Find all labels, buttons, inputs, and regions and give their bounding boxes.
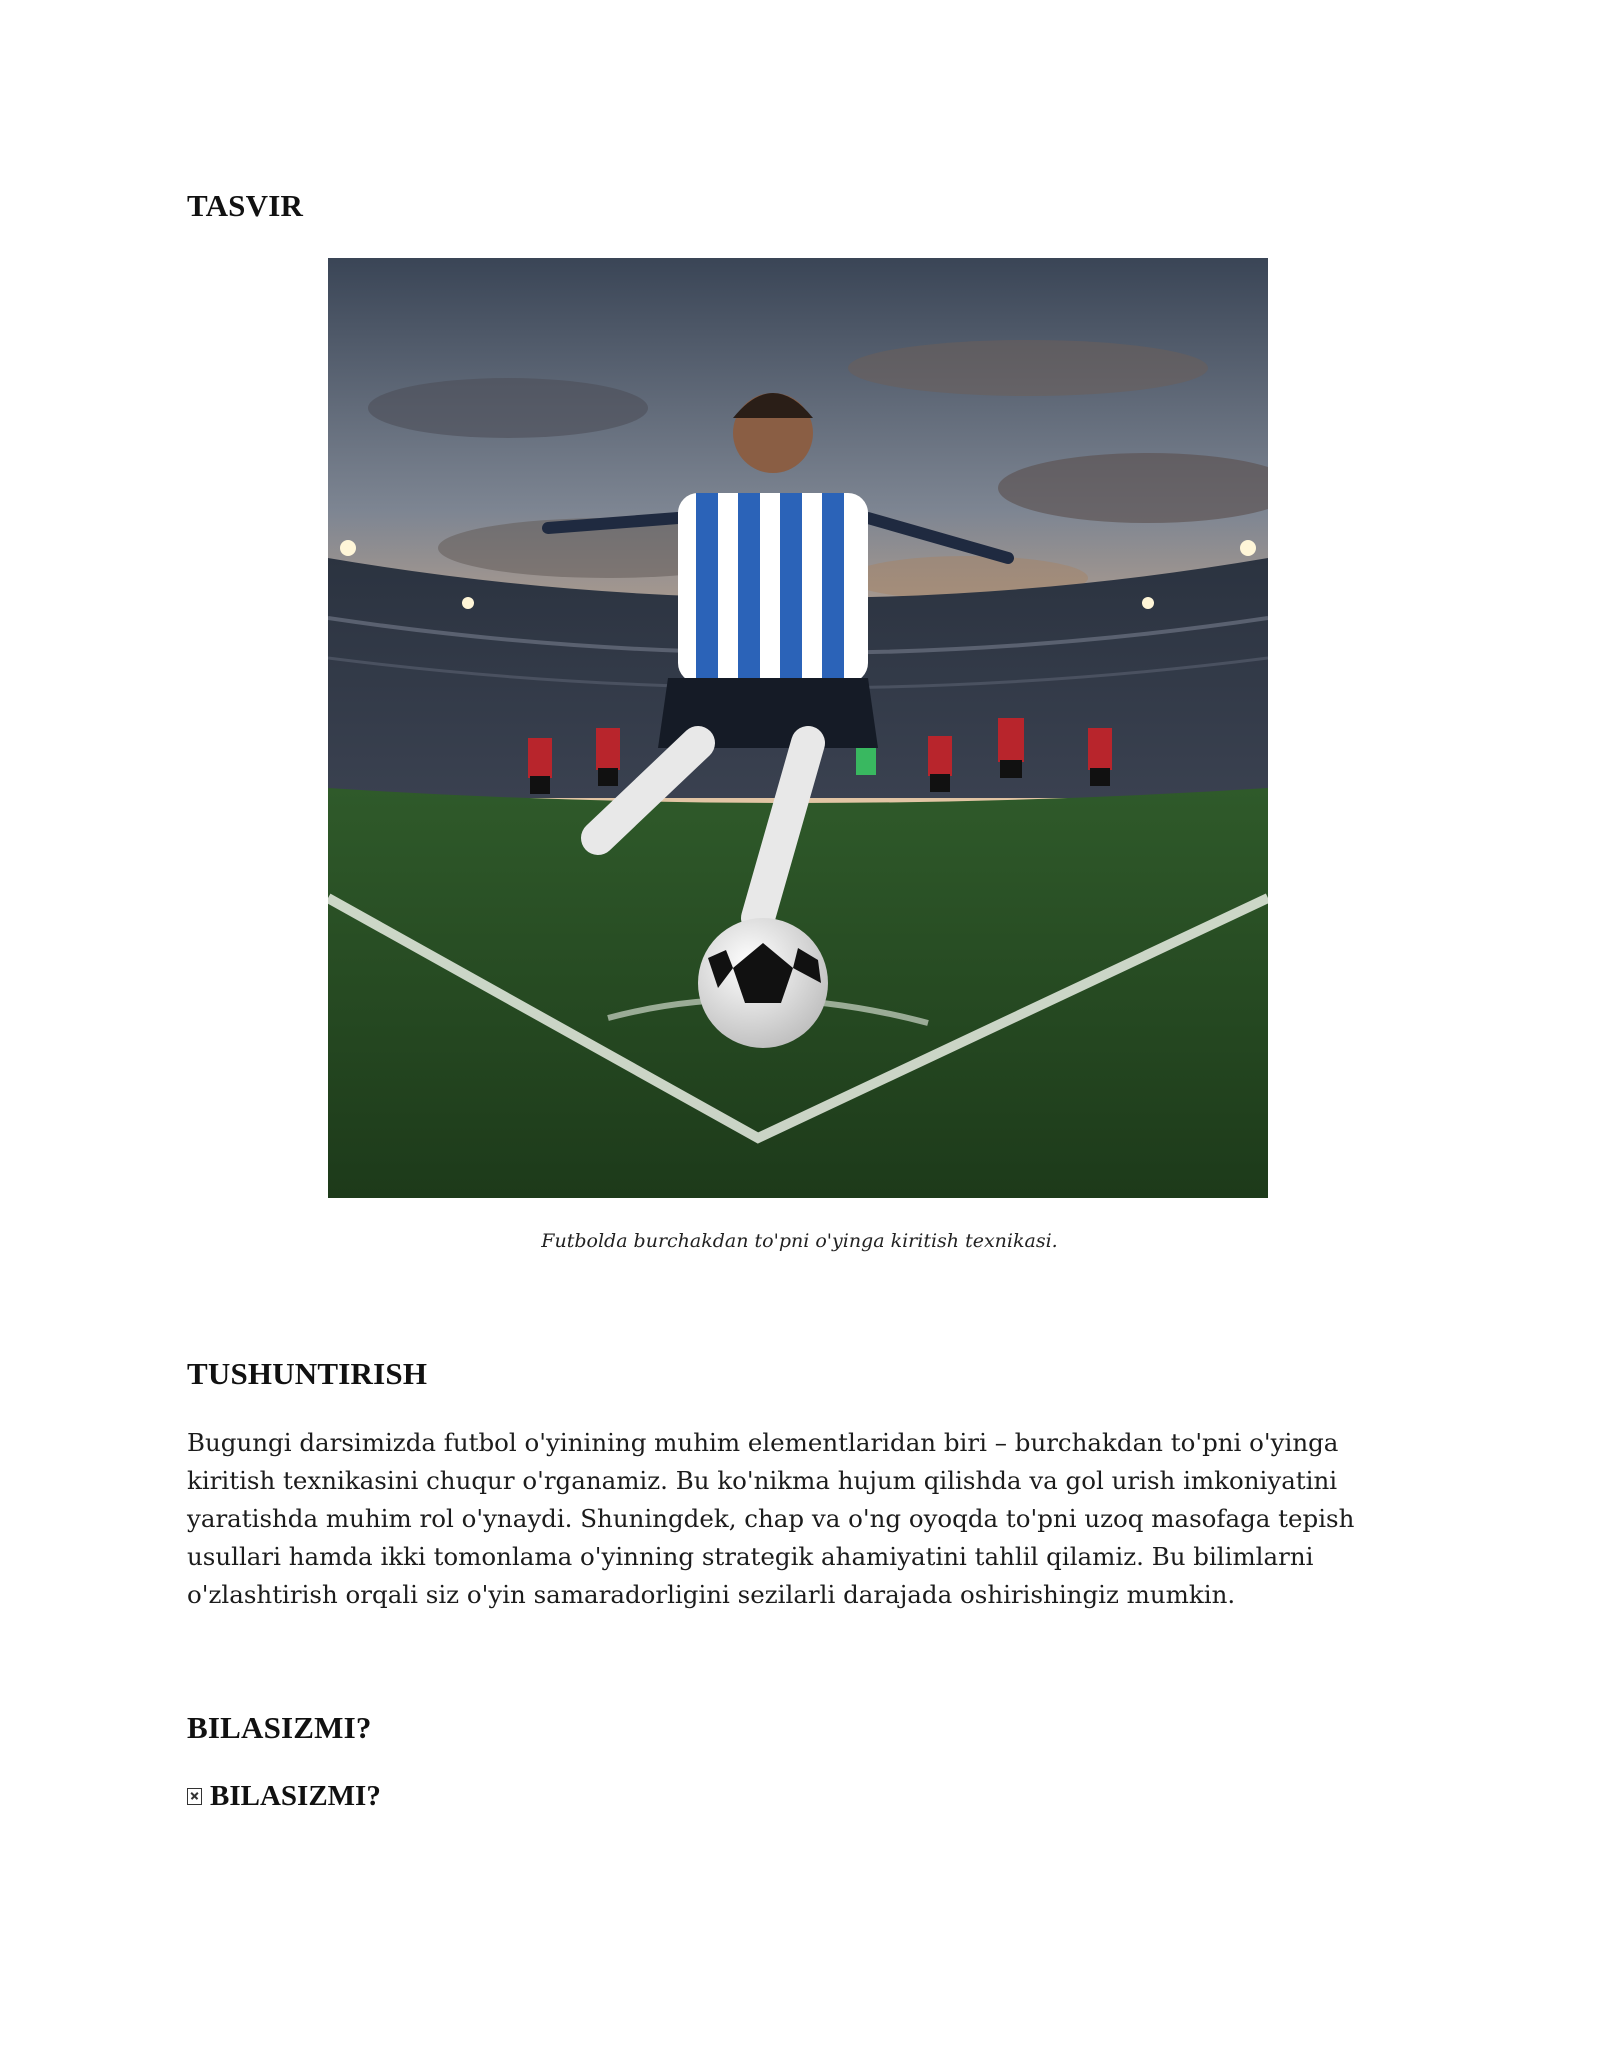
explanation-paragraph: Bugungi darsimizda futbol o'yinining muhim elementlaridan biri – burchakdan to'pni o'yinga kiritish texnikasini chuqur o'rganamiz. Bu ko'nikma hujum qilishda va gol urish imkoniyatini yaratishda muhim rol o'ynaydi. Shuningdek, chap va o'ng oyoqda to'pni uzoq masofaga tepish usullari hamda ikki tomonlama o'yinning strategik ahamiyatini tahlil qilamiz. Bu bilimlarni o'zlashtirish orqali siz o'yin samaradorligini sezilarli darajada oshirishingiz mumkin. — [187, 1428, 1355, 1609]
figure-caption: Futbolda burchakdan to'pni o'yinga kiritish texnikasi. — [541, 1230, 1058, 1252]
section-heading-did-you-know: BILASIZMI? — [187, 1710, 372, 1745]
football-illustration — [328, 258, 1268, 1198]
did-you-know-label: BILASIZMI? — [210, 1780, 381, 1812]
missing-glyph-icon — [187, 1788, 202, 1805]
football-corner-kick-image — [328, 258, 1268, 1198]
section-heading-image: TASVIR — [187, 188, 304, 223]
did-you-know-subheading — [187, 1780, 381, 1813]
section-heading-explanation: TUSHUNTIRISH — [187, 1356, 428, 1391]
